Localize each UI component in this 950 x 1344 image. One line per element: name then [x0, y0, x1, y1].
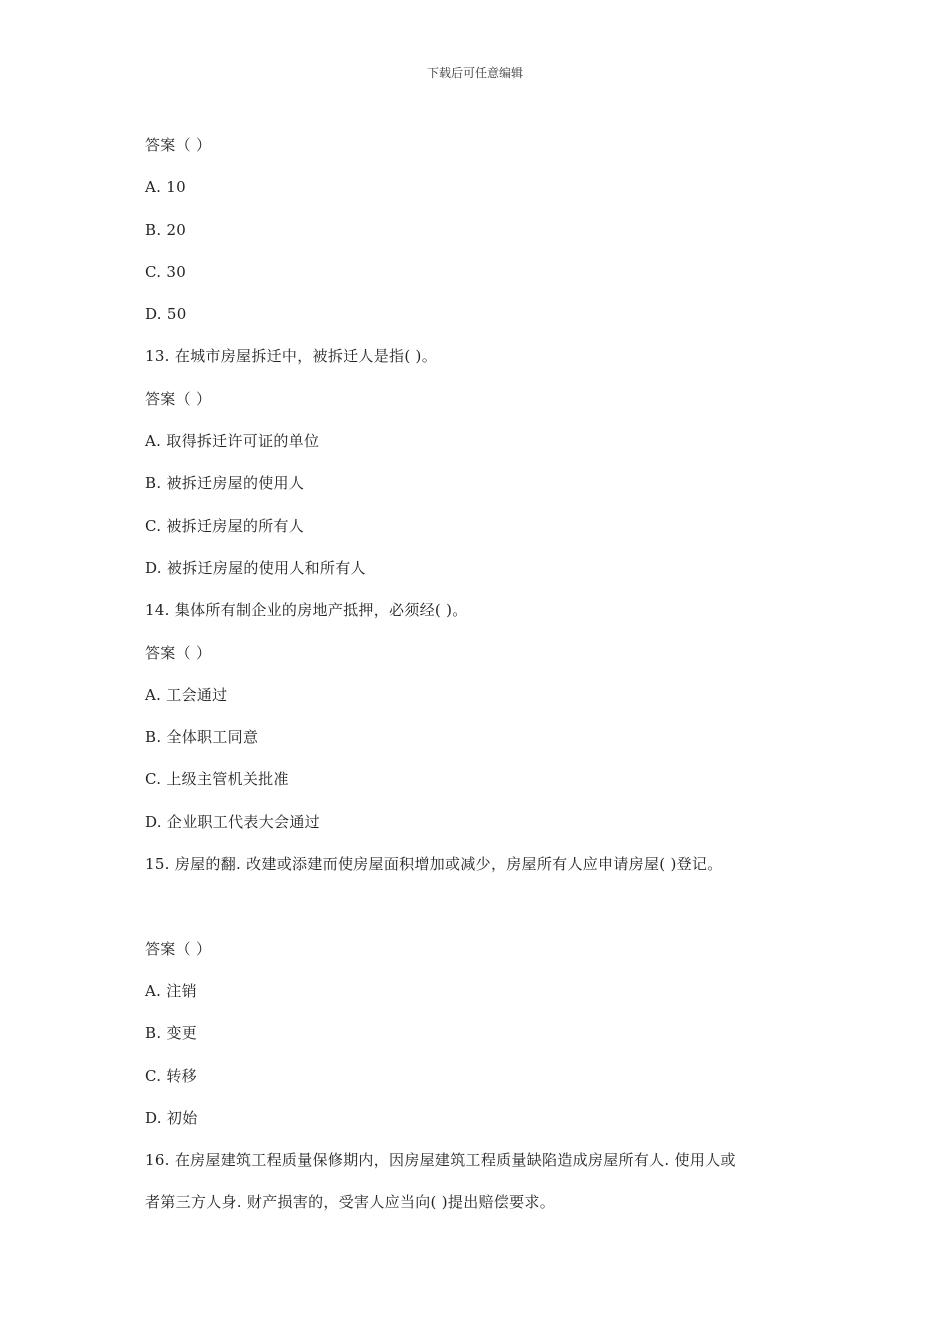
question-15: 15. 房屋的翻. 改建或添建而使房屋面积增加或减少，房屋所有人应申请房屋( )登记。 — [145, 855, 723, 874]
option-c: C. 被拆迁房屋的所有人 — [145, 516, 305, 535]
option-b: B. 全体职工同意 — [145, 728, 259, 747]
blank-line — [145, 885, 825, 927]
option-d: D. 50 — [145, 305, 187, 324]
option-c: C. 30 — [145, 262, 187, 281]
option-b: B. 变更 — [145, 1024, 198, 1043]
answer-line: 答案（ ） — [145, 136, 212, 154]
option-d: D. 初始 — [145, 1108, 198, 1127]
option-c: C. 上级主管机关批准 — [145, 770, 289, 789]
answer-line: 答案（ ） — [145, 939, 212, 958]
option-b: B. 被拆迁房屋的使用人 — [145, 474, 305, 493]
question-16-line-2: 者第三方人身. 财产损害的，受害人应当向( )提出赔偿要求。 — [145, 1193, 556, 1212]
page-header: 下载后可任意编辑 — [426, 66, 523, 80]
option-a: A. 注销 — [145, 981, 197, 1000]
option-a: A. 取得拆迁许可证的单位 — [145, 432, 320, 451]
option-a: A. 10 — [145, 178, 186, 197]
answer-line: 答案（ ） — [145, 389, 212, 408]
option-b: B. 20 — [145, 220, 187, 239]
answer-line: 答案（ ） — [145, 643, 212, 662]
option-a: A. 工会通过 — [145, 685, 228, 704]
question-13: 13. 在城市房屋拆迁中，被拆迁人是指( )。 — [145, 347, 437, 366]
question-16-line-1: 16. 在房屋建筑工程质量保修期内，因房屋建筑工程质量缺陷造成房屋所有人. 使用人或 — [145, 1151, 736, 1170]
document-body — [145, 124, 825, 1224]
question-14: 14. 集体所有制企业的房地产抵押，必须经( )。 — [145, 601, 468, 620]
option-c: C. 转移 — [145, 1066, 197, 1085]
option-d: D. 被拆迁房屋的使用人和所有人 — [145, 558, 366, 577]
option-d: D. 企业职工代表大会通过 — [145, 812, 320, 831]
